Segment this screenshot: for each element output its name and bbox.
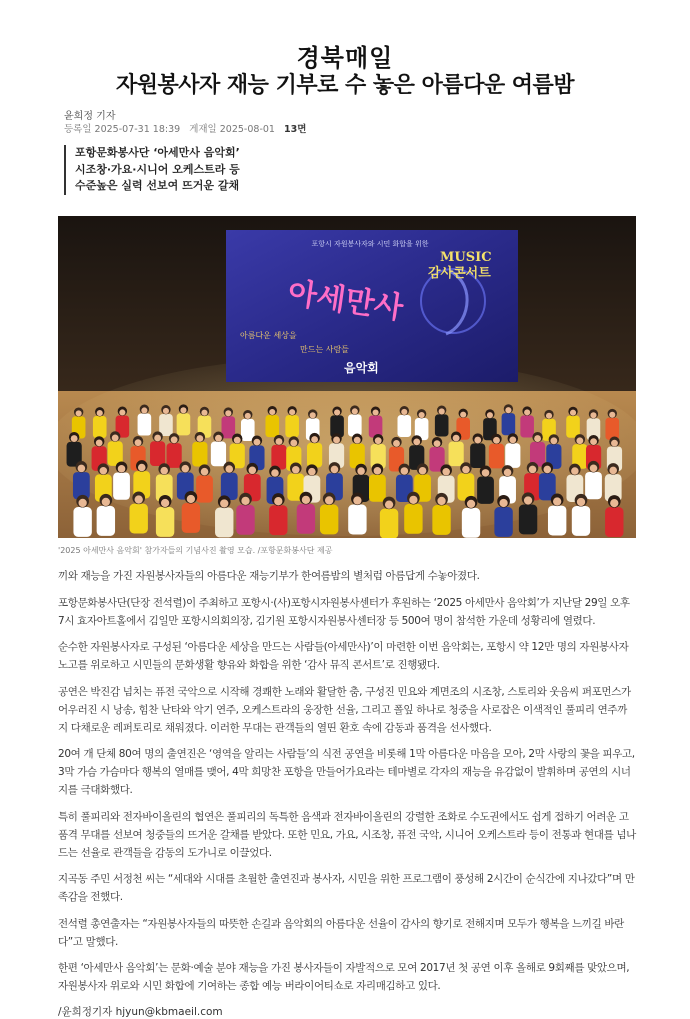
screen-sub1-text: 아름다운 세상을 <box>240 331 297 340</box>
performer-face <box>534 435 541 442</box>
performer-figure <box>462 508 480 538</box>
performer-figure <box>269 505 287 535</box>
performer-face <box>135 495 143 503</box>
performer-figure <box>369 475 386 502</box>
performer-face <box>509 436 516 443</box>
body-paragraph: 특히 풀피리와 전자바이올린의 협연은 풀피리의 독특한 음색과 전자바이올린의 강렬한 조화로 수도권에서도 쉽게 접하기 어려운 고품격 무대를 선보여 청중들의 뜨거운 갈채를 받았다. 또한 민요, 가요, 시조창, 퓨전 국악, 시니어 오케스트라 등이 전통과 현대를 넘나드는 선율로 관객들을 감동의 도가니로 이끌었다. <box>58 810 636 859</box>
subhead-line: 시조창·가요·시니어 오케스트라 등 <box>75 162 240 176</box>
performer-figure <box>502 413 516 435</box>
performer-face <box>71 435 78 442</box>
photo-caption: '2025 아세만사 음악회' 참가자들의 기념사진 촬영 모습. /포항문화봉사단 제공 <box>58 546 333 555</box>
performer-figure <box>397 415 411 437</box>
performer-face <box>610 499 618 507</box>
performer-figure <box>435 414 449 436</box>
concert-photo <box>58 216 636 538</box>
performer-face <box>245 413 251 419</box>
body-paragraph: 순수한 자원봉사자로 구성된 ‘아름다운 세상을 만드는 사람들(아세만사)’이 마련한 이번 음악회는, 포항시 약 12만 명의 자원봉사자 노고를 위로하고 시민들의 문화생활 향유와 화합을 위한 ‘감사 뮤직 콘서트’로 진행됐다. <box>58 641 629 671</box>
performer-face <box>439 408 445 414</box>
performer-figure <box>477 477 494 504</box>
performer-face <box>225 410 231 416</box>
performer-face <box>187 495 195 503</box>
article-headline: 자원봉사자 재능 기부로 수 놓은 아름다운 여름밤 <box>116 73 574 98</box>
performer-face <box>310 412 316 418</box>
performer-face <box>577 498 585 506</box>
performer-face <box>241 497 249 505</box>
performer-face <box>161 499 169 507</box>
performer-figure <box>519 505 537 535</box>
performer-face <box>375 437 382 444</box>
performer-figure <box>130 504 148 534</box>
performer-face <box>487 412 493 418</box>
performer-figure <box>404 504 422 534</box>
performer-face <box>220 499 228 507</box>
performer-figure <box>320 504 338 534</box>
performer-figure <box>605 418 619 440</box>
performer-face <box>419 467 427 475</box>
performer-face <box>276 438 283 445</box>
performer-face <box>460 412 466 418</box>
body-paragraph: 포항문화봉사단(단장 전석렬)이 주최하고 포항시·(사)포항시자원봉사센터가 후원하는 ‘2025 아세만사 음악회’가 지난달 29일 오후 7시 효자아트홀에서 김일만 포항시의회의장, 김기원 포항시자원봉사센터장 등 500여 명이 참석한 가운데 성황리에 열렸다. <box>58 596 630 627</box>
body-paragraph: 전석렬 총연출자는 “자원봉사자들의 따뜻한 손길과 음악회의 아름다운 선율이 감사의 향기로 전해지며 모두가 행복을 느끼길 바란다”고 말했다. <box>58 917 624 948</box>
performer-figure <box>236 505 254 535</box>
performer-face <box>325 496 333 504</box>
performer-face <box>271 469 279 477</box>
performer-face <box>524 496 532 504</box>
reporter-signature: /윤희정기자 hjyun@kbmaeil.com <box>58 1005 223 1018</box>
performer-face <box>234 437 241 444</box>
performer-face <box>570 410 576 416</box>
performer-figure <box>307 443 322 468</box>
performer-face <box>590 412 596 418</box>
screen-event-text: 음악회 <box>344 361 379 375</box>
performer-figure <box>211 442 226 467</box>
body-paragraph: 20여 개 단체 80여 명의 출연진은 ‘영역을 알리는 사람들’의 식전 공연을 비롯해 1막 아름다운 마음을 모아, 2막 사랑의 꽃을 피우고, 3막 가슴 가슴마다 행복의 열매를 맺어, 4막 희망찬 포항을 만들어가요라는 테마별로 각자의 재능을 유감없이 발휘하며 공연의 시너지를 극대화했다. <box>58 748 635 796</box>
screen-top-text: 포항시 자원봉사자와 시민 화합을 위한 <box>311 240 429 248</box>
performer-face <box>434 440 441 447</box>
performer-figure <box>192 442 207 467</box>
screen-title-text: 아세만사 <box>285 275 406 327</box>
performer-face <box>163 408 169 414</box>
performer-face <box>311 436 318 443</box>
performer-face <box>529 466 537 474</box>
performer-face <box>419 412 425 418</box>
article-body <box>58 567 636 1019</box>
performer-face <box>453 435 460 442</box>
performer-figure <box>566 416 580 438</box>
performer-face <box>354 437 361 444</box>
performer-face <box>373 409 379 415</box>
performer-figure <box>572 506 590 536</box>
screen-concert-text: 감사콘서트 <box>428 266 491 281</box>
performer-face <box>493 437 500 444</box>
performer-figure <box>241 419 255 441</box>
performer-figure <box>380 509 398 538</box>
performer-figure <box>548 506 566 536</box>
performer-face <box>78 465 86 473</box>
performer-figure <box>93 416 107 438</box>
performer-face <box>100 467 108 475</box>
body-paragraph: 공연은 박진감 넘치는 퓨전 국악으로 시작해 경쾌한 노래와 활달한 춤, 구성진 민요와 계면조의 시조창, 스토리와 웃음씨 퍼포먼스가 어우러진 시 낭송, 힘찬 난타와 악기 연주, 오케스트라의 웅장한 선율, 그리고 폴잎 하나로 청중을 사로잡은 이색적인 풀피리 연주까지 다채로운 레퍼토리로 채워졌다. 이러한 무대는 관객들의 열띤 환호 속에 감동과 품격을 선사했다. <box>58 685 631 734</box>
performer-figure <box>449 441 464 466</box>
performer-face <box>504 469 512 477</box>
performer-face <box>609 467 617 475</box>
performer-face <box>171 436 178 443</box>
performer-figure <box>489 444 504 469</box>
article-meta <box>64 121 312 135</box>
performer-face <box>590 438 597 445</box>
performer-figure <box>585 472 602 499</box>
performer-face <box>357 467 365 475</box>
performer-face <box>553 497 561 505</box>
performer-face <box>505 407 511 413</box>
performer-face <box>524 409 530 415</box>
performer-face <box>79 499 87 507</box>
performer-face <box>97 410 103 416</box>
newspaper-masthead: 경북매일 <box>296 43 394 72</box>
performer-figure <box>285 415 299 437</box>
performer-face <box>437 497 445 505</box>
performer-face <box>180 407 186 413</box>
performer-face <box>249 466 257 474</box>
performer-face <box>196 435 203 442</box>
performer-face <box>141 407 147 413</box>
performer-face <box>331 466 339 474</box>
performer-face <box>308 468 316 476</box>
performer-face <box>160 467 168 475</box>
performer-face <box>374 467 382 475</box>
performer-figure <box>494 507 512 537</box>
performer-figure <box>196 475 213 502</box>
performer-face <box>611 440 618 447</box>
page-number: 13면 <box>284 124 307 135</box>
performer-figure <box>470 443 485 468</box>
registered-date: 등록일 2025-07-31 18:39 <box>64 124 181 135</box>
performer-figure <box>369 415 383 437</box>
performer-figure <box>113 473 130 500</box>
performer-figure <box>159 414 173 436</box>
performer-face <box>576 437 583 444</box>
performer-figure <box>520 415 534 437</box>
performer-figure <box>138 413 152 435</box>
performer-face <box>544 466 552 474</box>
performer-face <box>96 439 103 446</box>
performer-face <box>609 412 615 418</box>
performer-face <box>215 435 222 442</box>
performer-figure <box>348 414 362 436</box>
performer-face <box>352 408 358 414</box>
performer-face <box>289 409 295 415</box>
performer-face <box>76 410 82 416</box>
performer-figure <box>505 443 520 468</box>
performer-face <box>102 498 110 506</box>
performer-face <box>401 409 407 415</box>
performer-face <box>201 410 207 416</box>
performer-face <box>499 499 507 507</box>
performer-face <box>181 465 189 473</box>
performer-face <box>409 496 417 504</box>
performer-face <box>393 440 400 447</box>
performer-face <box>119 409 125 415</box>
performer-face <box>353 496 361 504</box>
performer-figure <box>97 506 115 536</box>
performer-face <box>590 464 598 472</box>
performer-figure <box>222 416 236 438</box>
performer-face <box>254 439 261 446</box>
subhead-line: 수준높은 실력 선보여 뜨거운 갈채 <box>75 179 240 192</box>
performer-figure <box>348 505 366 535</box>
performer-figure <box>156 507 174 537</box>
performer-face <box>225 465 233 473</box>
performer-figure <box>297 504 315 534</box>
performer-face <box>302 496 310 504</box>
performer-figure <box>605 507 623 537</box>
subhead-line: 포항문화봉사단 ‘아세만사 음악회’ <box>75 146 240 159</box>
body-paragraph: 끼와 재능을 가진 자원봉사자들의 아름다운 재능기부가 한여름밤의 별처럼 아름답게 수놓아졌다. <box>58 570 480 582</box>
performer-face <box>138 464 146 472</box>
performer-face <box>571 467 579 475</box>
performer-figure <box>432 505 450 535</box>
performer-figure <box>167 443 182 468</box>
performer-face <box>290 440 297 447</box>
performer-face <box>135 439 142 446</box>
performer-face <box>269 409 275 415</box>
performer-figure <box>182 503 200 533</box>
body-paragraph: 지곡동 주민 서정천 씨는 “세대와 시대를 초월한 출연진과 봉사자, 시민을 위한 프로그램이 풍성해 2시간이 순식간에 지나갔다”며 만족감을 전했다. <box>58 873 635 903</box>
performer-face <box>154 435 161 442</box>
performer-figure <box>177 413 191 435</box>
performer-face <box>467 500 475 508</box>
performer-face <box>385 500 393 508</box>
performer-face <box>413 438 420 445</box>
performer-face <box>442 468 450 476</box>
performer-face <box>334 409 340 415</box>
performer-face <box>333 437 340 444</box>
performer-face <box>112 434 119 441</box>
performer-face <box>118 465 126 473</box>
performer-face <box>292 466 300 474</box>
performer-face <box>462 466 470 474</box>
performer-figure <box>73 507 91 537</box>
performer-face <box>401 467 409 475</box>
body-paragraph: 한편 ‘아세만사 음악회’는 문화·예술 분야 재능을 가진 봉사자들이 자발적으로 모여 2017년 첫 공연 이후 올해로 9회째를 맞았으며, 자원봉사자 위로와 시민 화합에 기여하는 종합 예능 버라이어티쇼로 자리매김하고 있다. <box>58 962 630 992</box>
published-date: 게재일 2025-08-01 <box>189 124 275 135</box>
performer-face <box>546 413 552 419</box>
article-subheadline <box>64 145 240 195</box>
performer-figure <box>265 415 279 437</box>
performer-figure <box>215 508 233 538</box>
performer-figure <box>150 441 165 466</box>
performer-face <box>274 497 282 505</box>
performer-face <box>201 468 209 476</box>
performer-face <box>474 437 481 444</box>
performer-face <box>550 437 557 444</box>
performer-face <box>482 469 490 477</box>
screen-sub2-text: 만드는 사람들 <box>300 345 349 354</box>
screen-music-text: MUSIC <box>440 250 492 265</box>
reporter-byline: 윤희정 기자 <box>64 111 116 122</box>
